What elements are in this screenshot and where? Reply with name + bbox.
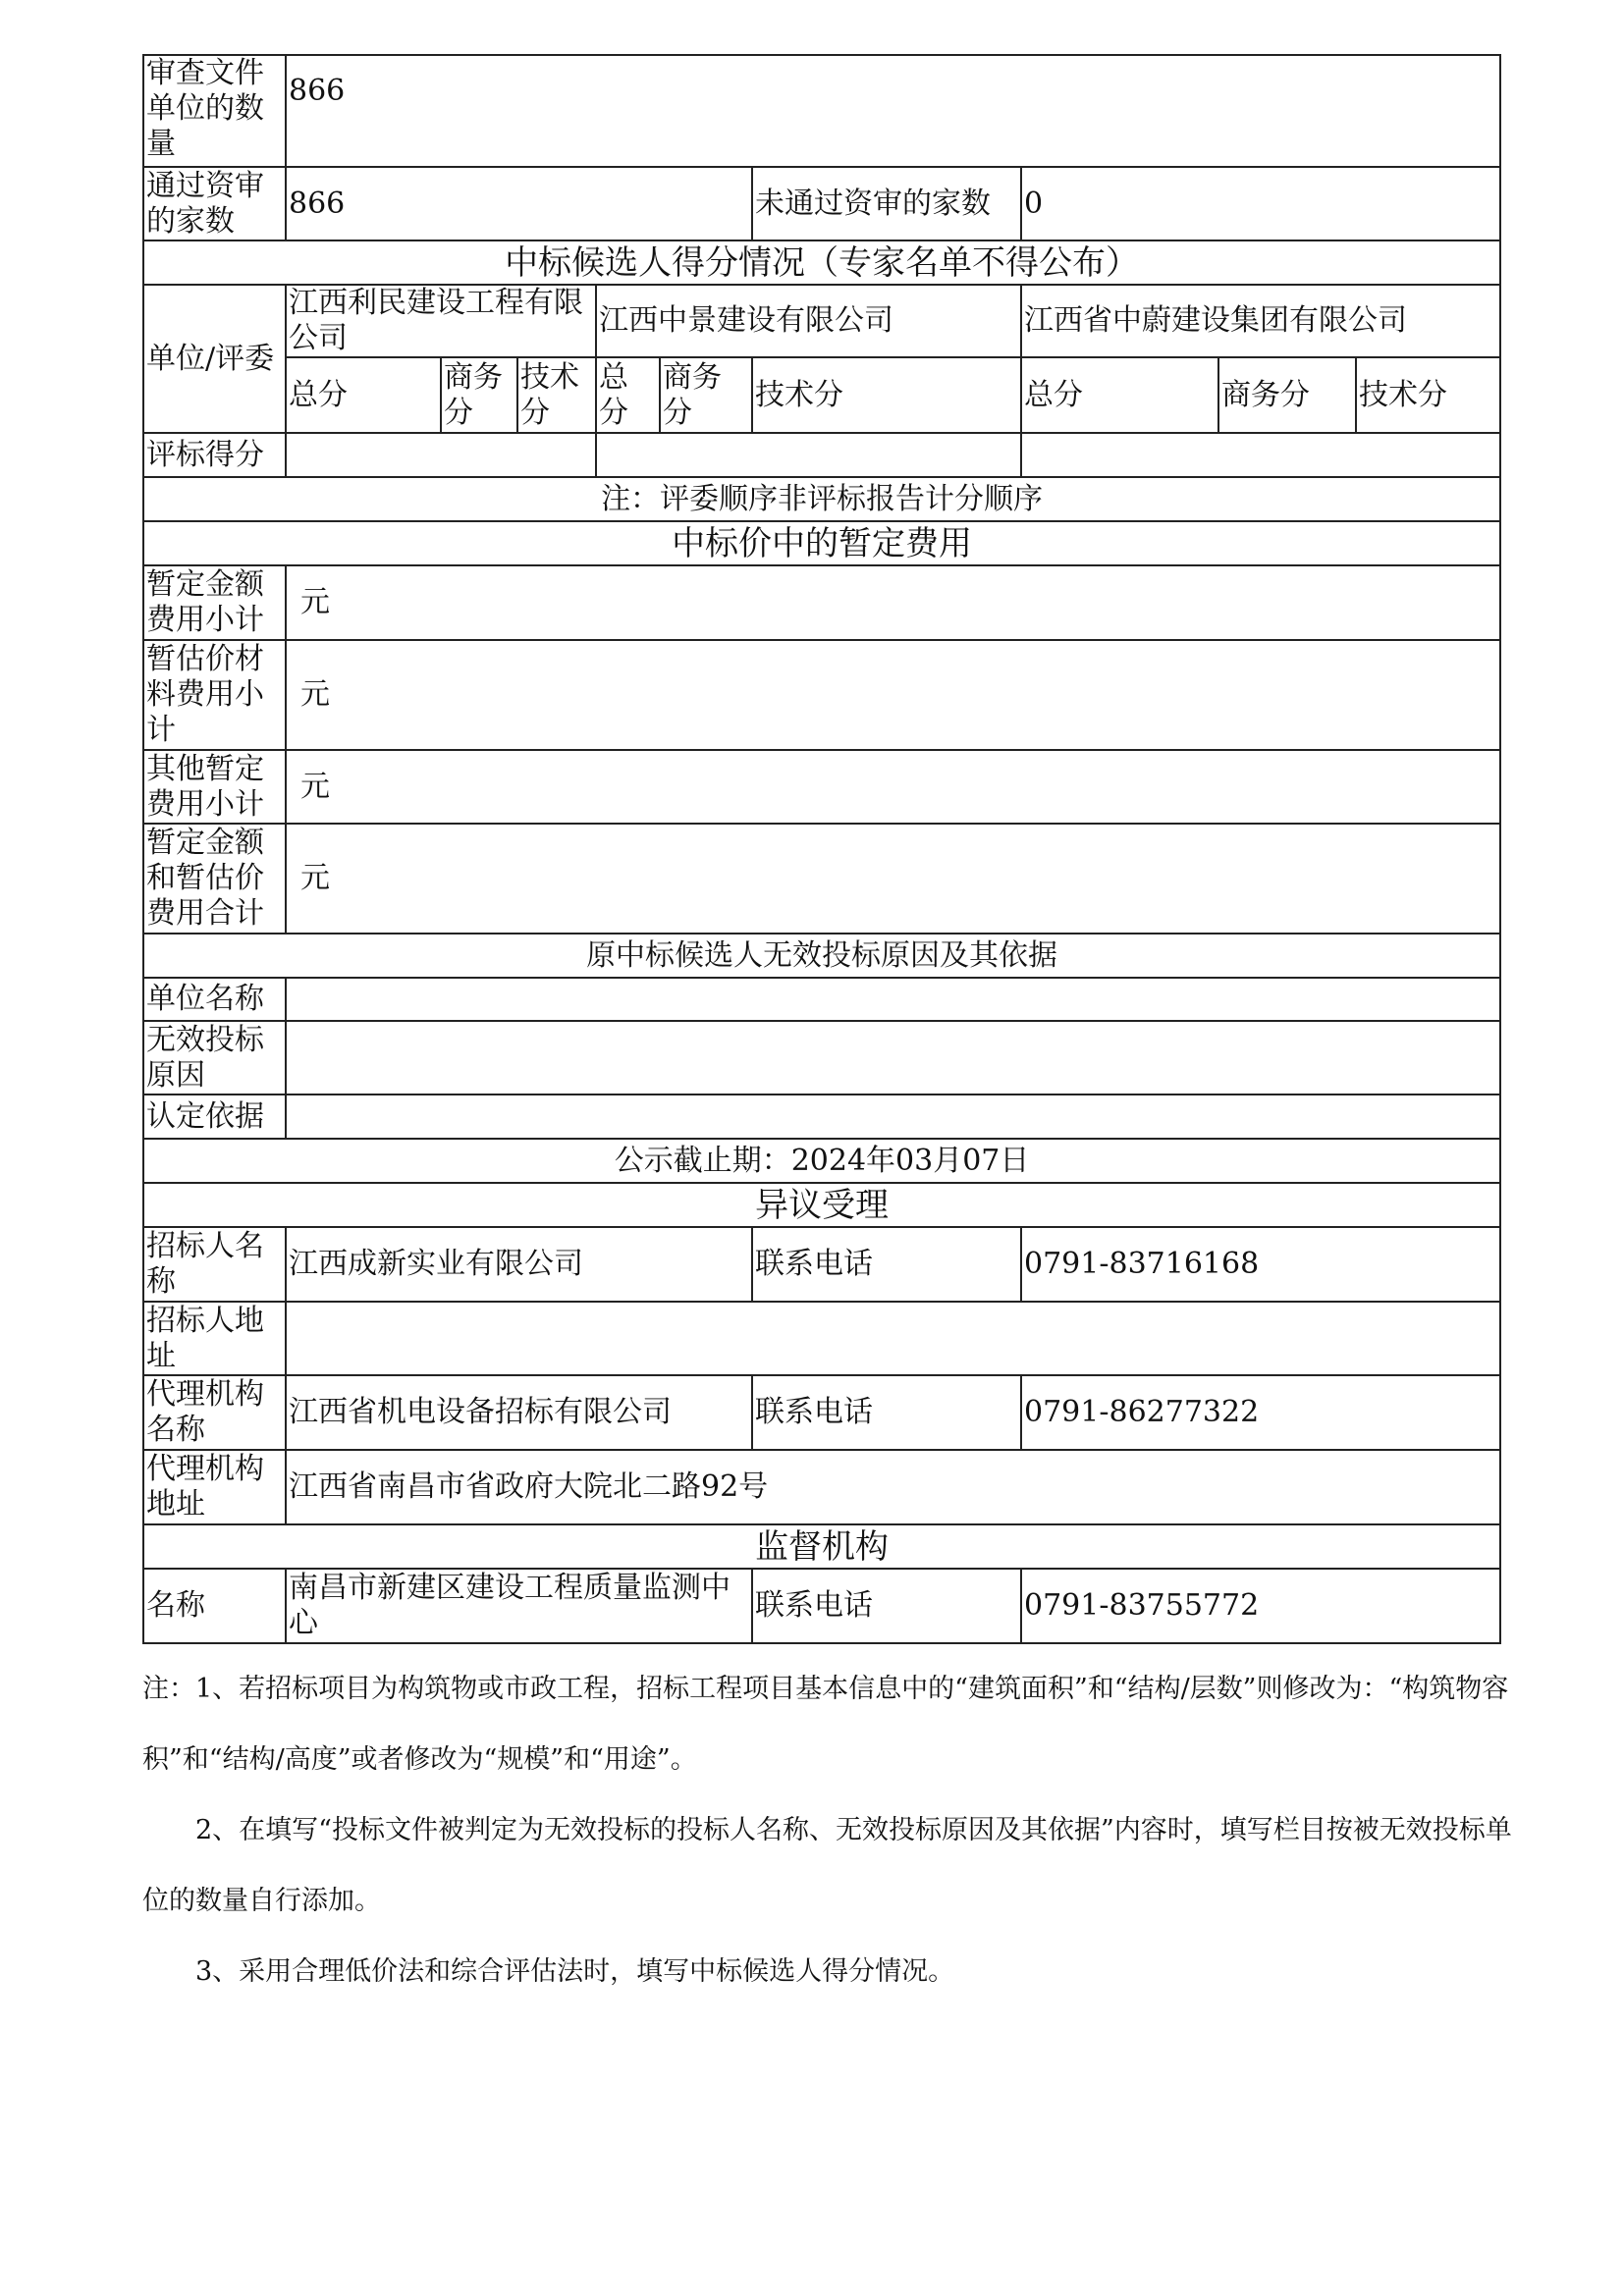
tenderer-address-value	[286, 1302, 1500, 1375]
footnote: 3、采用合理低价法和综合评估法时，填写中标候选人得分情况。	[195, 1956, 955, 1987]
unit-name-label: 单位名称	[143, 978, 286, 1021]
footnotes	[142, 1654, 1517, 2007]
table-row	[143, 167, 1500, 240]
table-row	[143, 1450, 1500, 1524]
table-row	[143, 357, 1500, 433]
publicity-deadline: 公示截止期：2024年03月07日	[143, 1139, 1500, 1183]
table-row	[143, 521, 1500, 565]
table-row	[143, 1375, 1500, 1450]
phone-label: 联系电话	[752, 1375, 1021, 1450]
table-row	[143, 1139, 1500, 1183]
basis-value	[286, 1095, 1500, 1139]
scores-heading: 中标候选人得分情况（专家名单不得公布）	[143, 240, 1500, 285]
tech-score-header: 技术分	[517, 357, 596, 433]
provisional-heading: 中标价中的暂定费用	[143, 521, 1500, 565]
table-row	[143, 55, 1500, 167]
tech-score-header: 技术分	[1356, 357, 1500, 433]
table-row	[143, 433, 1500, 477]
provisional-label: 其他暂定费用小计	[143, 750, 286, 824]
provisional-value: 元	[286, 824, 1500, 934]
provisional-label: 暂定金额和暂估价费用合计	[143, 824, 286, 934]
eval-score-cell	[286, 433, 596, 477]
provisional-value: 元	[286, 750, 1500, 824]
invalid-heading: 原中标候选人无效投标原因及其依据	[143, 934, 1500, 978]
basis-label: 认定依据	[143, 1095, 286, 1139]
supervision-heading: 监督机构	[143, 1524, 1500, 1569]
provisional-value: 元	[286, 640, 1500, 750]
passed-label: 通过资审的家数	[143, 167, 286, 240]
tenderer-phone: 0791-83716168	[1021, 1227, 1500, 1302]
table-row	[143, 1302, 1500, 1375]
table-row	[143, 1524, 1500, 1569]
document	[142, 54, 1512, 2007]
table-row	[143, 750, 1500, 824]
eval-score-cell	[596, 433, 1021, 477]
table-row	[143, 824, 1500, 934]
eval-score-label: 评标得分	[143, 433, 286, 477]
table-row	[143, 285, 1500, 357]
invalid-reason-label: 无效投标原因	[143, 1021, 286, 1095]
table-row	[143, 1021, 1500, 1095]
reviewer-order-note: 注：评委顺序非评标报告计分顺序	[143, 477, 1500, 521]
supervision-name-label: 名称	[143, 1569, 286, 1643]
agency-address: 江西省南昌市省政府大院北二路92号	[286, 1450, 1500, 1524]
supervision-phone: 0791-83755772	[1021, 1569, 1500, 1643]
objection-heading: 异议受理	[143, 1183, 1500, 1227]
footnote: 注：1、若招标项目为构筑物或市政工程，招标工程项目基本信息中的“建筑面积”和“结构/层数”则修改为：“构筑物容积”和“结构/高度”或者修改为“规模”和“用途”。	[142, 1674, 1509, 1775]
review-count-label: 审查文件单位的数量	[143, 55, 286, 167]
table-row	[143, 640, 1500, 750]
table-row	[143, 1183, 1500, 1227]
tenderer-name-label: 招标人名称	[143, 1227, 286, 1302]
failed-label: 未通过资审的家数	[752, 167, 1021, 240]
table-row	[143, 978, 1500, 1021]
business-score-header: 商务分	[660, 357, 752, 433]
phone-label: 联系电话	[752, 1227, 1021, 1302]
total-score-header: 总分	[286, 357, 441, 433]
company-name: 江西省中蔚建设集团有限公司	[1021, 285, 1500, 357]
tenderer-address-label: 招标人地址	[143, 1302, 286, 1375]
table-row	[143, 1569, 1500, 1643]
table-row	[143, 1227, 1500, 1302]
agency-name: 江西省机电设备招标有限公司	[286, 1375, 752, 1450]
eval-score-cell	[1021, 433, 1500, 477]
unit-reviewer-label: 单位/评委	[143, 285, 286, 433]
provisional-label: 暂估价材料费用小计	[143, 640, 286, 750]
review-count-value: 866	[286, 55, 1500, 167]
tech-score-header: 技术分	[752, 357, 1021, 433]
provisional-value: 元	[286, 565, 1500, 640]
supervision-name: 南昌市新建区建设工程质量监测中心	[286, 1569, 752, 1643]
total-score-header: 总分	[1021, 357, 1218, 433]
invalid-reason-value	[286, 1021, 1500, 1095]
footnote: 2、在填写“投标文件被判定为无效投标的投标人名称、无效投标原因及其依据”内容时，填写栏目按被无效投标单位的数量自行添加。	[142, 1815, 1512, 1916]
company-name: 江西利民建设工程有限公司	[286, 285, 596, 357]
agency-address-label: 代理机构地址	[143, 1450, 286, 1524]
business-score-header: 商务分	[1218, 357, 1356, 433]
agency-phone: 0791-86277322	[1021, 1375, 1500, 1450]
failed-value: 0	[1021, 167, 1500, 240]
table-row	[143, 477, 1500, 521]
passed-value: 866	[286, 167, 752, 240]
company-name: 江西中景建设有限公司	[596, 285, 1021, 357]
phone-label: 联系电话	[752, 1569, 1021, 1643]
unit-name-value	[286, 978, 1500, 1021]
provisional-label: 暂定金额费用小计	[143, 565, 286, 640]
tenderer-name: 江西成新实业有限公司	[286, 1227, 752, 1302]
agency-name-label: 代理机构名称	[143, 1375, 286, 1450]
table-row	[143, 240, 1500, 285]
business-score-header: 商务分	[441, 357, 517, 433]
table-row	[143, 934, 1500, 978]
bid-result-table	[142, 54, 1501, 1644]
table-row	[143, 1095, 1500, 1139]
table-row	[143, 565, 1500, 640]
total-score-header: 总分	[596, 357, 660, 433]
